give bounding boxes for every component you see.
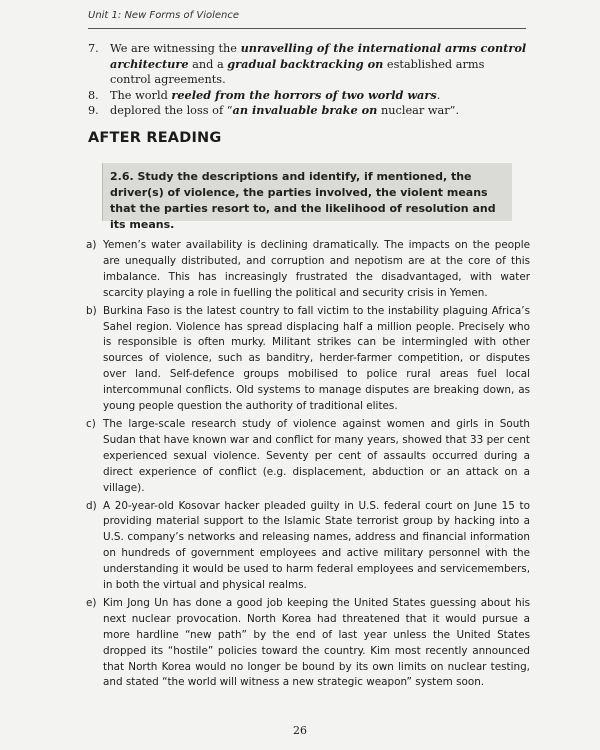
item-number: 9. xyxy=(88,104,99,117)
item-label: e) xyxy=(86,596,97,609)
description-item xyxy=(86,238,530,302)
item-text: Yemen’s water availability is declining dramatically. The impacts on the people are unequally distributed, and corruption and nepotism are at the core of this imbalance. This has increasingly frustrated the disadvantaged, with water scarcity playing a role in fuelling the political and security crisis in Yemen. xyxy=(103,239,530,299)
list-item xyxy=(88,103,528,119)
text-run: deplored the loss of “ xyxy=(110,104,233,117)
item-text xyxy=(110,88,528,104)
description-item xyxy=(86,596,530,691)
item-label: a) xyxy=(86,239,97,251)
text-run: . xyxy=(436,88,441,102)
item-label: c) xyxy=(86,417,96,430)
description-item xyxy=(86,304,530,415)
numbered-list xyxy=(88,41,528,119)
description-item xyxy=(86,499,530,594)
task-instruction-box xyxy=(102,163,512,231)
item-text: A 20-year-old Kosovar hacker pleaded guilty in U.S. federal court on June 15 to providing material support to the Islamic State terrorist group by hacking into a U.S. company’s networks and releasing names, address and financial information on hundreds of government employees and active military personnel with the understanding it would be used to harm federal employees and servicemembers, in both the virtual and physical realms. xyxy=(103,499,530,592)
item-label: d) xyxy=(86,499,97,512)
text-run: established arms control agreements. xyxy=(110,57,485,86)
item-text xyxy=(110,41,528,88)
task-instruction: 2.6. Study the descriptions and identify, if mentioned, the driver(s) of violence, the parties involved, the violent means that the parties resort to, and the likelihood of resolution and its means. xyxy=(110,170,496,231)
description-list xyxy=(86,238,530,693)
text-run: We are witnessing the xyxy=(110,42,241,55)
list-item xyxy=(88,88,528,104)
item-text: Burkina Faso is the latest country to fall victim to the instability plaguing Africa’s Sahel region. Violence has spread displacing half a million people. Precisely who is responsible is often murky. Militant strikes can be intermingled with other sources of violence, such as banditry, herder-farmer competition, or disputes over land. Self-defence groups mobilised to police rural areas fuel local intercommunal conflicts. Old systems to manage disputes are breaking down, as young people question the authority of traditional elites. xyxy=(103,304,530,413)
item-label: b) xyxy=(86,304,97,317)
emphasis-run: reeled from the horrors of two world wars xyxy=(171,87,437,102)
text-run: The world xyxy=(110,88,172,102)
text-run: and a xyxy=(188,57,228,71)
item-text: Kim Jong Un has done a good job keeping the United States guessing about his next nuclear provocation. North Korea had threatened that it would pursue a more hardline “new path” by the end of last year unless the United States dropped its “hostile” policies toward the country. Kim most recently announced that North Korea would no longer be bound by its own limits on nuclear testing, and stated “the world will witness a new strategic weapon” system soon. xyxy=(103,596,530,689)
emphasis-run: unravelling of the international arms control architecture xyxy=(110,41,527,71)
item-text: The large-scale research study of violence against women and girls in South Sudan that have known war and conflict for many years, showed that 33 per cent experienced sexual violence. Seventy per cent of assaults occurred during a direct experience of conflict (e.g. displacement, abduction or an attack on a village). xyxy=(103,417,530,494)
description-item xyxy=(86,417,530,497)
emphasis-run: an invaluable brake on xyxy=(232,103,378,117)
item-number: 7. xyxy=(88,42,99,55)
header-divider xyxy=(88,28,526,29)
section-heading: AFTER READING xyxy=(88,130,222,146)
text-run: nuclear war”. xyxy=(377,104,460,117)
item-text xyxy=(110,103,528,119)
running-header: Unit 1: New Forms of Violence xyxy=(88,10,240,21)
emphasis-run: gradual backtracking on xyxy=(227,56,384,71)
item-number: 8. xyxy=(88,88,99,102)
page-number: 26 xyxy=(293,724,307,737)
list-item xyxy=(88,41,528,88)
